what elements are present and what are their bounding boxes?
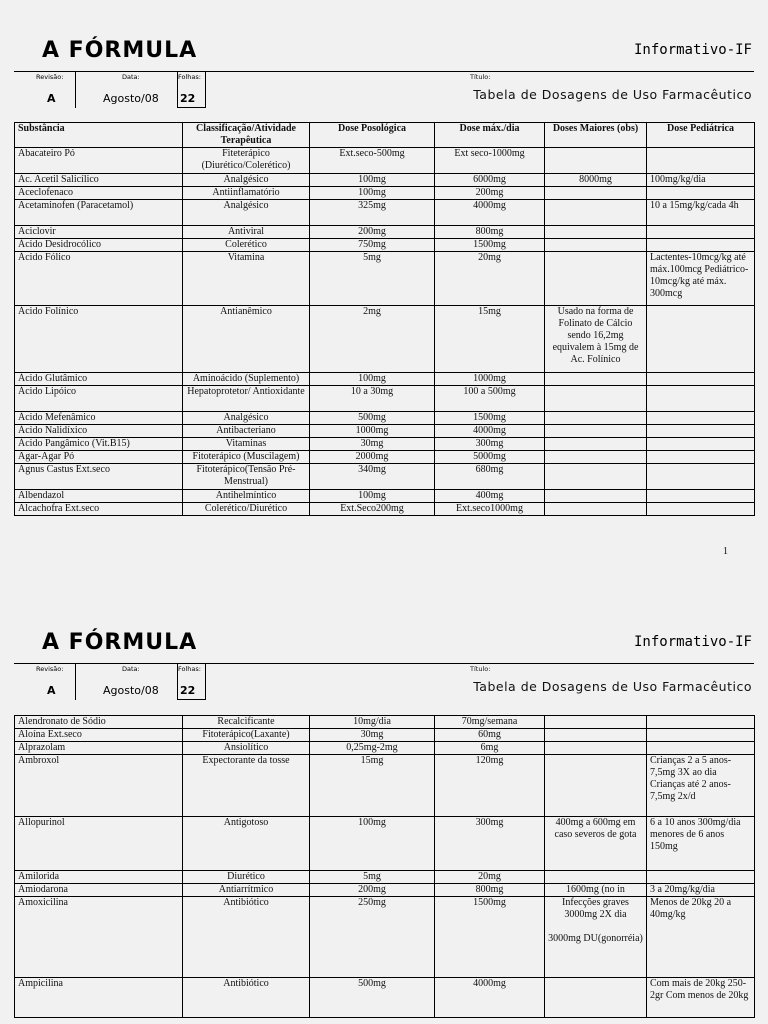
cell-classification: Analgésico [183,200,310,226]
cell-max-dose: Ext seco-1000mg [435,148,545,174]
cell-substance: Alendronato de Sódio [15,716,183,729]
cell-dose: 0,25mg-2mg [310,742,435,755]
cell-higher-doses [545,148,647,174]
cell-pediatric [647,239,755,252]
cell-higher-doses [545,425,647,438]
table-row [15,729,755,742]
cell-substance: Allopurinol [15,817,183,871]
column-header: Dose Posológica [310,123,435,148]
cell-pediatric [647,386,755,412]
folhas-label: Folhas: [178,665,201,673]
cell-pediatric [647,306,755,373]
table-row [15,817,755,871]
cell-higher-doses [545,200,647,226]
column-header: Substância [15,123,183,148]
cell-dose: 5mg [310,871,435,884]
cell-substance: Aciclovir [15,226,183,239]
cell-higher-doses: Infecções graves 3000mg 2X dia 3000mg DU(gonorréia) [545,897,647,978]
cell-max-dose: Ext.seco1000mg [435,503,545,516]
data-label: Data: [122,73,140,81]
cell-max-dose: 4000mg [435,200,545,226]
dosage-table-page-2 [14,715,755,1018]
cell-substance: Ácido Mefenâmico [15,412,183,425]
cell-substance: Aloína Ext.seco [15,729,183,742]
cell-substance: Albendazol [15,490,183,503]
table-row [15,306,755,373]
table-row [15,252,755,306]
cell-dose: 100mg [310,817,435,871]
cell-substance: Alprazolam [15,742,183,755]
cell-dose: 10mg/dia [310,716,435,729]
table-row [15,373,755,386]
cell-max-dose: 20mg [435,252,545,306]
cell-classification: Hepatoprotetor/ Antioxidante [183,386,310,412]
table-row [15,187,755,200]
cell-dose: 200mg [310,884,435,897]
cell-classification: Fitoterápico(Tensão Pré-Menstrual) [183,464,310,490]
page-number: 1 [723,546,728,557]
titulo-value: Tabela de Dosagens de Uso Farmacêutico [473,679,752,694]
table-row [15,503,755,516]
table-row [15,490,755,503]
page-2 [0,600,768,1024]
cell-classification: Colerético [183,239,310,252]
table-row [15,871,755,884]
cell-higher-doses [545,187,647,200]
dosage-table-page-1 [14,122,755,516]
titulo-label: Título: [470,665,491,673]
cell-dose: Ext.seco-500mg [310,148,435,174]
table-row [15,978,755,1018]
cell-pediatric: Crianças 2 a 5 anos- 7,5mg 3X ao dia Crianças até 2 anos- 7,5mg 2x/d [647,755,755,817]
cell-dose: 325mg [310,200,435,226]
cell-max-dose: 6mg [435,742,545,755]
cell-higher-doses [545,464,647,490]
cell-pediatric [647,503,755,516]
brand-title: A FÓRMULA [42,38,198,63]
cell-max-dose: 300mg [435,817,545,871]
cell-dose: 1000mg [310,425,435,438]
cell-max-dose: 4000mg [435,425,545,438]
cell-substance: Agar-Agar Pó [15,451,183,464]
cell-substance: Agnus Castus Ext.seco [15,464,183,490]
cell-max-dose: 5000mg [435,451,545,464]
cell-substance: Ácido Desidrocólico [15,239,183,252]
table-row [15,148,755,174]
table-row [15,174,755,187]
cell-max-dose: 1000mg [435,373,545,386]
cell-higher-doses [545,978,647,1018]
cell-max-dose: 300mg [435,438,545,451]
cell-substance: Ac. Acetil Salicílico [15,174,183,187]
cell-pediatric: 100mg/kg/dia [647,174,755,187]
table-body [15,716,755,1018]
cell-dose: 15mg [310,755,435,817]
cell-max-dose: 800mg [435,226,545,239]
cell-pediatric [647,716,755,729]
cell-substance: Ácido Lipóico [15,386,183,412]
table-row [15,412,755,425]
cell-max-dose: 120mg [435,755,545,817]
cell-max-dose: 100 a 500mg [435,386,545,412]
revisao-label: Revisão: [36,665,64,673]
cell-classification: Antihelmíntico [183,490,310,503]
cell-higher-doses [545,755,647,817]
cell-substance: Ácido Nalidíxico [15,425,183,438]
cell-pediatric: 10 a 15mg/kg/cada 4h [647,200,755,226]
cell-substance: Ácido Pangâmico (Vit.B15) [15,438,183,451]
cell-dose: 2mg [310,306,435,373]
cell-dose: 2000mg [310,451,435,464]
table-header-row [15,123,755,148]
cell-dose: 30mg [310,438,435,451]
revisao-value: A [47,684,56,697]
cell-higher-doses [545,451,647,464]
cell-substance: Ampicilina [15,978,183,1018]
cell-substance: Amoxicilina [15,897,183,978]
cell-dose: 500mg [310,412,435,425]
cell-classification: Fiteterápico (Diurético/Colerético) [183,148,310,174]
cell-higher-doses [545,716,647,729]
cell-substance: Ácido Fólico [15,252,183,306]
data-label: Data: [122,665,140,673]
cell-classification: Colerético/Diurético [183,503,310,516]
table-row [15,386,755,412]
cell-substance: Ácido Folínico [15,306,183,373]
cell-higher-doses [545,226,647,239]
cell-dose: 100mg [310,373,435,386]
cell-dose: 200mg [310,226,435,239]
cell-dose: 100mg [310,490,435,503]
cell-max-dose: 20mg [435,871,545,884]
cell-higher-doses [545,742,647,755]
cell-substance: Alcachofra Ext.seco [15,503,183,516]
table-row [15,451,755,464]
table-row [15,239,755,252]
cell-higher-doses [545,871,647,884]
cell-classification: Recalcificante [183,716,310,729]
cell-classification: Analgésico [183,412,310,425]
column-header: Doses Maiores (obs) [545,123,647,148]
cell-higher-doses [545,503,647,516]
table-row [15,438,755,451]
table-row [15,742,755,755]
cell-pediatric: Lactentes-10mcg/kg até máx.100mcg Pediátrico-10mcg/kg até máx. 300mcg [647,252,755,306]
cell-max-dose: 6000mg [435,174,545,187]
cell-pediatric [647,373,755,386]
data-value: Agosto/08 [103,92,159,105]
cell-substance: Amilorida [15,871,183,884]
cell-max-dose: 800mg [435,884,545,897]
cell-higher-doses: 8000mg [545,174,647,187]
cell-pediatric [647,412,755,425]
cell-classification: Antiviral [183,226,310,239]
cell-max-dose: 4000mg [435,978,545,1018]
cell-higher-doses [545,438,647,451]
cell-max-dose: 1500mg [435,897,545,978]
revisao-label: Revisão: [36,73,64,81]
cell-classification: Fitoterápico (Muscilagem) [183,451,310,464]
cell-dose: 30mg [310,729,435,742]
table-body [15,148,755,516]
cell-dose: 250mg [310,897,435,978]
folhas-value: 22 [180,92,196,105]
cell-pediatric [647,464,755,490]
cell-dose: 100mg [310,174,435,187]
cell-classification: Diurético [183,871,310,884]
cell-max-dose: 400mg [435,490,545,503]
cell-higher-doses: 400mg a 600mg em caso severos de gota [545,817,647,871]
informativo-label: Informativo-IF [633,42,752,58]
cell-classification: Aminoácido (Suplemento) [183,373,310,386]
titulo-value: Tabela de Dosagens de Uso Farmacêutico [473,87,752,102]
revisao-value: A [47,92,56,105]
cell-higher-doses [545,373,647,386]
cell-higher-doses [545,412,647,425]
cell-higher-doses [545,490,647,503]
folhas-label: Folhas: [178,73,201,81]
cell-pediatric [647,425,755,438]
table-row [15,897,755,978]
cell-classification: Ansiolítico [183,742,310,755]
cell-dose: 100mg [310,187,435,200]
table-row [15,425,755,438]
table-row [15,716,755,729]
cell-pediatric [647,871,755,884]
cell-dose: 10 a 30mg [310,386,435,412]
cell-pediatric [647,490,755,503]
cell-pediatric: Com mais de 20kg 250-2gr Com menos de 20kg [647,978,755,1018]
cell-pediatric: 3 a 20mg/kg/dia [647,884,755,897]
cell-max-dose: 70mg/semana [435,716,545,729]
cell-higher-doses [545,386,647,412]
cell-pediatric [647,148,755,174]
brand-title: A FÓRMULA [42,630,198,655]
cell-dose: 5mg [310,252,435,306]
cell-dose: 500mg [310,978,435,1018]
cell-substance: Acetaminofen (Paracetamol) [15,200,183,226]
cell-pediatric [647,226,755,239]
cell-max-dose: 15mg [435,306,545,373]
table-row [15,226,755,239]
folhas-value: 22 [180,684,196,697]
cell-higher-doses: 1600mg (no in [545,884,647,897]
cell-higher-doses [545,239,647,252]
cell-dose: 340mg [310,464,435,490]
cell-classification: Antigotoso [183,817,310,871]
cell-classification: Analgésico [183,174,310,187]
cell-classification: Antiinflamatório [183,187,310,200]
cell-dose: 750mg [310,239,435,252]
informativo-label: Informativo-IF [633,634,752,650]
cell-classification: Antiarrítmico [183,884,310,897]
cell-pediatric: 6 a 10 anos 300mg/dia menores de 6 anos 150mg [647,817,755,871]
cell-pediatric [647,187,755,200]
cell-dose: Ext.Seco200mg [310,503,435,516]
cell-higher-doses [545,729,647,742]
cell-classification: Fitoterápico(Laxante) [183,729,310,742]
cell-higher-doses: Usado na forma de Folinato de Cálcio sendo 16,2mg equivalem à 15mg de Ac. Folínico [545,306,647,373]
cell-max-dose: 680mg [435,464,545,490]
titulo-label: Título: [470,73,491,81]
cell-pediatric [647,451,755,464]
cell-pediatric: Menos de 20kg 20 a 40mg/kg [647,897,755,978]
cell-max-dose: 1500mg [435,239,545,252]
cell-substance: Aceclofenaco [15,187,183,200]
column-header: Dose máx./dia [435,123,545,148]
cell-max-dose: 60mg [435,729,545,742]
cell-substance: Ácido Glutâmico [15,373,183,386]
column-header: Dose Pediátrica [647,123,755,148]
cell-classification: Expectorante da tosse [183,755,310,817]
cell-substance: Amiodarona [15,884,183,897]
table-row [15,755,755,817]
cell-pediatric [647,729,755,742]
cell-classification: Vitamina [183,252,310,306]
table-row [15,884,755,897]
data-value: Agosto/08 [103,684,159,697]
cell-substance: Abacateiro Pó [15,148,183,174]
cell-max-dose: 1500mg [435,412,545,425]
cell-classification: Antibiótico [183,978,310,1018]
column-header: Classificação/Atividade Terapêutica [183,123,310,148]
cell-classification: Antibacteriano [183,425,310,438]
cell-substance: Ambroxol [15,755,183,817]
cell-classification: Antibiótico [183,897,310,978]
cell-pediatric [647,438,755,451]
cell-higher-doses [545,252,647,306]
table-row [15,464,755,490]
cell-classification: Vitaminas [183,438,310,451]
cell-max-dose: 200mg [435,187,545,200]
cell-classification: Antianêmico [183,306,310,373]
cell-pediatric [647,742,755,755]
table-row [15,200,755,226]
